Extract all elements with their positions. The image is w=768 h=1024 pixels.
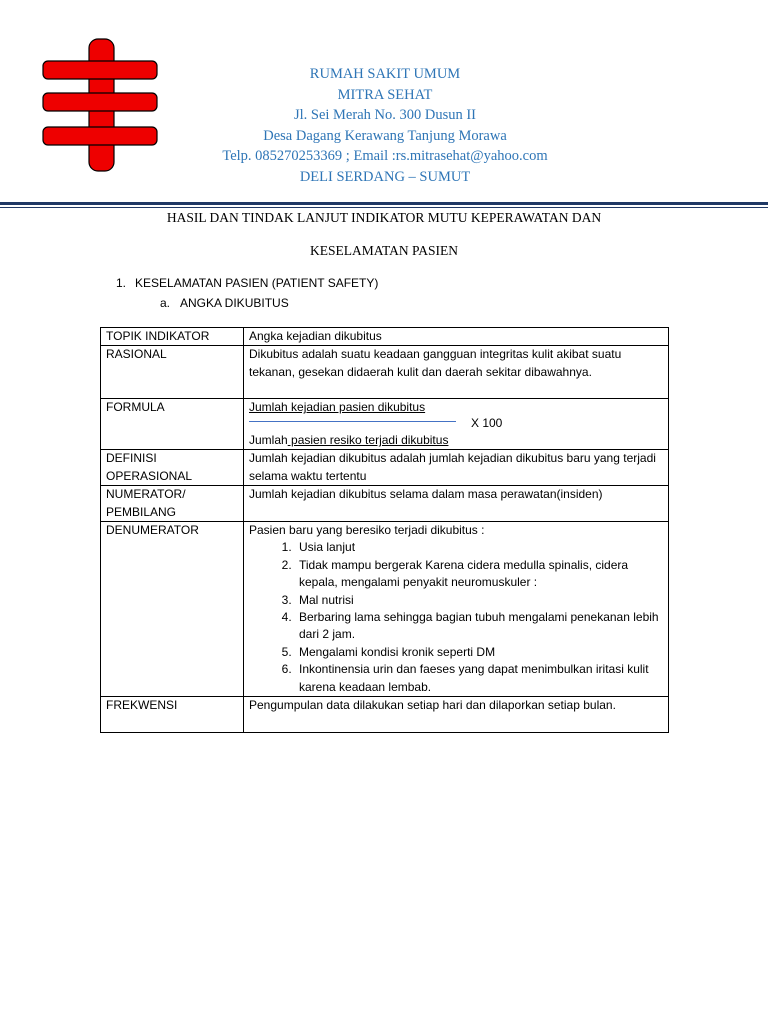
document-title-line-2: KESELAMATAN PASIEN	[309, 243, 459, 258]
denominator-underlined: pasien resiko terjadi dikubitus	[287, 433, 449, 448]
header-divider-thick	[0, 202, 768, 205]
row-label: RASIONAL	[101, 346, 244, 399]
hospital-village: Desa Dagang Kerawang Tanjung Morawa	[263, 127, 507, 144]
table-row	[101, 328, 669, 346]
section-number: 1.	[116, 276, 127, 290]
row-value: Pengumpulan data dilakukan setiap hari dan dilaporkan setiap bulan.	[244, 697, 669, 733]
table-row	[101, 486, 669, 522]
hospital-type: RUMAH SAKIT UMUM	[309, 66, 461, 82]
document-title-line-1: HASIL DAN TINDAK LANJUT INDIKATOR MUTU KEPERAWATAN DAN	[166, 210, 602, 225]
section-title: KESELAMATAN PASIEN (PATIENT SAFETY)	[135, 276, 379, 290]
subsection-title: ANGKA DIKUBITUS	[180, 296, 289, 310]
hospital-header	[200, 64, 570, 188]
table-row	[101, 522, 669, 697]
table-row	[101, 697, 669, 733]
denumerator-intro: Pasien baru yang beresiko terjadi dikubitus :	[249, 523, 485, 538]
hospital-region: DELI SERDANG – SUMUT	[299, 168, 471, 185]
fraction-line	[249, 421, 456, 422]
formula-cell	[244, 399, 669, 450]
hospital-name: MITRA SEHAT	[337, 86, 433, 103]
hospital-logo-icon	[42, 38, 160, 174]
list-item: 4. Berbaring lama sehingga bagian tubuh mengalami penekanan lebih dari 2 jam.	[295, 609, 663, 644]
row-value: Jumlah kejadian dikubitus selama dalam masa perawatan(insiden)	[244, 486, 669, 522]
criteria-list	[249, 539, 663, 696]
row-label: FREKWENSI	[101, 697, 244, 733]
indicator-table	[100, 327, 669, 733]
formula-denominator	[249, 432, 448, 449]
subsection-letter: a.	[160, 296, 171, 310]
hospital-contact: Telp. 085270253369 ; Email :rs.mitrasehat@yahoo.com	[222, 148, 548, 165]
list-item: 6. Inkontinensia urin dan faeses yang dapat menimbulkan iritasi kulit karena keadaan lembab.	[295, 661, 663, 696]
table-row	[101, 399, 669, 450]
row-value: Angka kejadian dikubitus	[244, 328, 669, 346]
row-label: TOPIK INDIKATOR	[101, 328, 244, 346]
row-label: FORMULA	[101, 399, 244, 450]
row-label: DEFINISI OPERASIONAL	[101, 450, 244, 486]
row-value	[244, 522, 669, 697]
row-value: Dikubitus adalah suatu keadaan gangguan integritas kulit akibat suatu tekanan, gesekan didaerah kulit dan daerah sekitar dibawahnya.	[244, 346, 669, 399]
list-item: 1. Usia lanjut	[295, 539, 663, 556]
formula-numerator: Jumlah kejadian pasien dikubitus	[249, 400, 426, 415]
denominator-prefix: Jumlah	[249, 433, 288, 448]
table-row	[101, 346, 669, 399]
table-row	[101, 450, 669, 486]
list-item: 2. Tidak mampu bergerak Karena cidera medulla spinalis, cidera kepala, mengalami penyakit neuromuskuler :	[295, 557, 663, 592]
row-value: Jumlah kejadian dikubitus adalah jumlah kejadian dikubitus baru yang terjadi selama waktu tertentu	[244, 450, 669, 486]
row-label: DENUMERATOR	[101, 522, 244, 697]
formula-multiplier: X 100	[471, 416, 503, 431]
hospital-street: Jl. Sei Merah No. 300 Dusun II	[293, 107, 477, 124]
list-item: 5. Mengalami kondisi kronik seperti DM	[295, 644, 663, 661]
row-label: NUMERATOR/ PEMBILANG	[101, 486, 244, 522]
header-divider-thin	[0, 207, 768, 208]
list-item: 3. Mal nutrisi	[295, 592, 663, 609]
